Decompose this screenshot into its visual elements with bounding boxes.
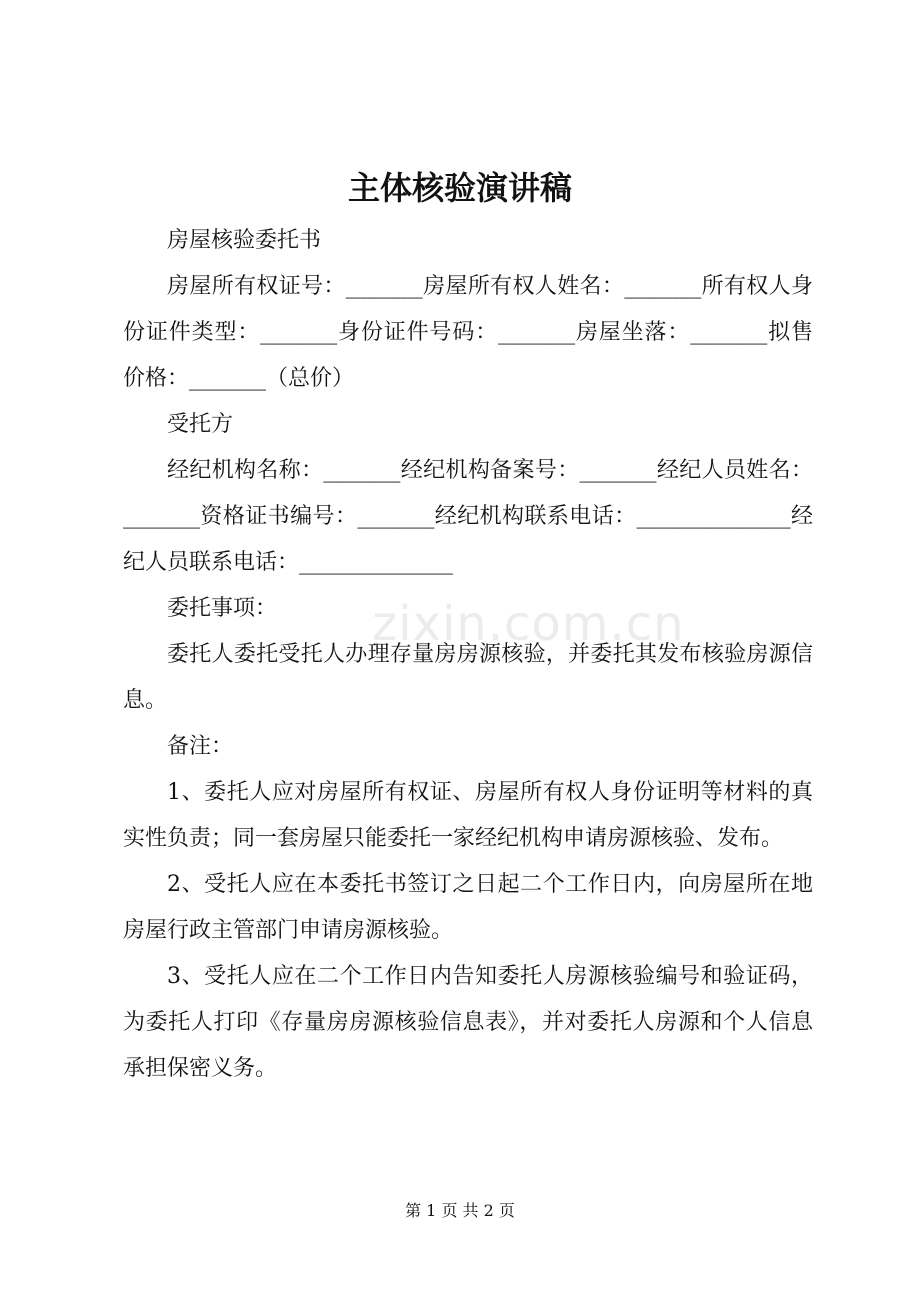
paragraph-heading: 房屋核验委托书 xyxy=(167,228,322,253)
paragraph-note-3: 3、受托人应在二个工作日内告知委托人房源核验编号和验证码，为委托人打印《存量房房源核验信息表》，并对委托人房源和个人信息承担保密义务。 xyxy=(123,964,813,1081)
document-title: 主体核验演讲稿 xyxy=(347,169,572,207)
paragraph-agency-info: 经纪机构名称：_______经纪机构备案号：_______经纪人员姓名：_______资格证书编号：_______经纪机构联系电话：______________经纪人员联系电话：______________ xyxy=(123,458,813,575)
paragraph-matters-heading: 委托事项： xyxy=(167,596,278,621)
watermark: zixin.com.cn xyxy=(372,596,685,652)
page-footer: 第 1 页 共 2 页 xyxy=(405,1201,515,1220)
paragraph-matters-body: 委托人委托受托人办理存量房房源核验，并委托其发布核验房源信息。 xyxy=(123,642,813,713)
document-body xyxy=(123,218,813,1092)
paragraph-trustee-heading: 受托方 xyxy=(167,412,234,437)
paragraph-owner-info: 房屋所有权证号：_______房屋所有权人姓名：_______所有权人身份证件类型：_______身份证件号码：_______房屋坐落：_______拟售价格：_______（总价） xyxy=(123,274,813,391)
paragraph-note-1: 1、委托人应对房屋所有权证、房屋所有权人身份证明等材料的真实性负责；同一套房屋只能委托一家经纪机构申请房源核验、发布。 xyxy=(123,780,813,851)
paragraph-notes-heading: 备注： xyxy=(167,734,234,759)
paragraph-note-2: 2、受托人应在本委托书签订之日起二个工作日内，向房屋所在地房屋行政主管部门申请房源核验。 xyxy=(123,872,813,943)
